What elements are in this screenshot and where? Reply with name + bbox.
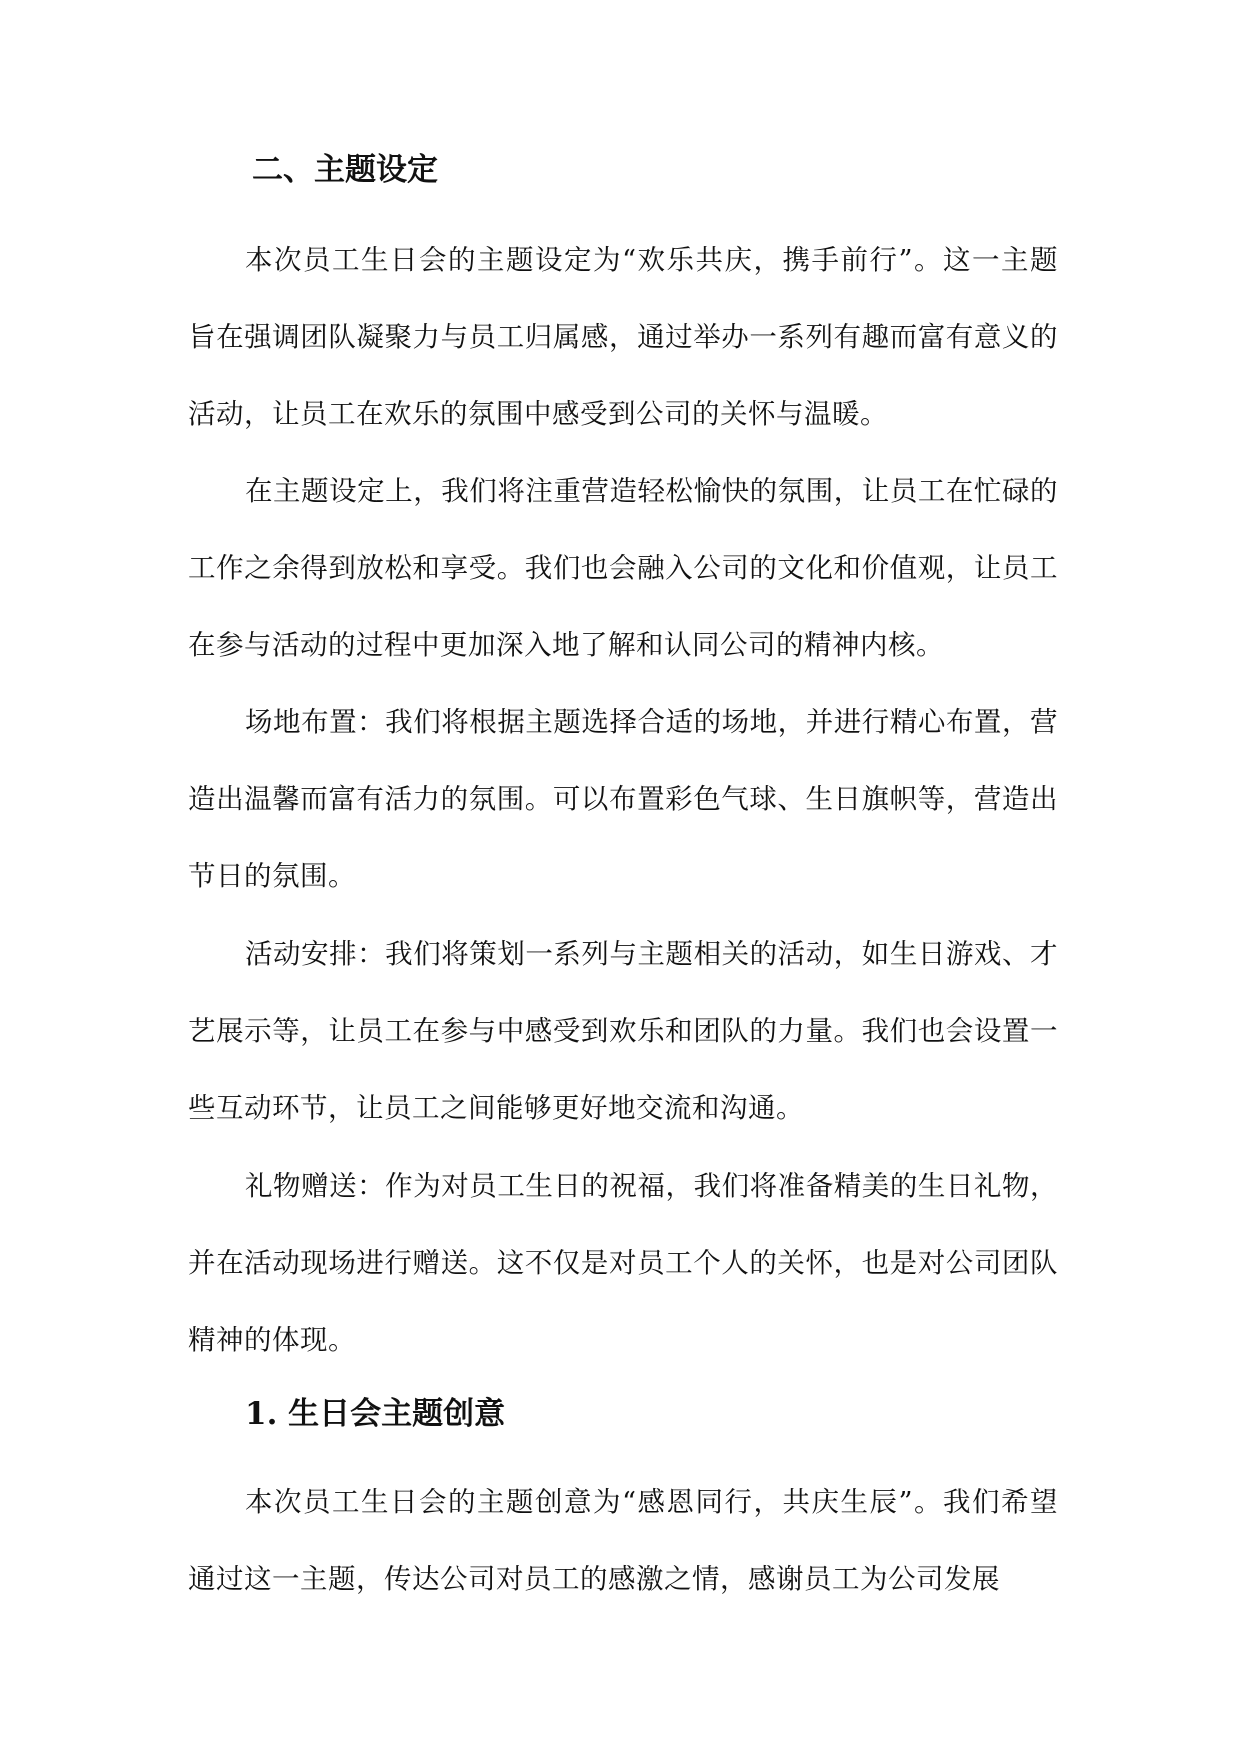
paragraph-activity-arrangement: 活动安排：我们将策划一系列与主题相关的活动，如生日游戏、才艺展示等，让员工在参与中感受到欢乐和团队的力量。我们也会设置一些互动环节，让员工之间能够更好地交流和沟通。 [188, 938, 1058, 1124]
paragraph-theme-intro: 本次员工生日会的主题设定为“欢乐共庆，携手前行”。这一主题旨在强调团队凝聚力与员工归属感，通过举办一系列有趣而富有意义的活动，让员工在欢乐的氛围中感受到公司的关怀与温暖。 [188, 244, 1058, 430]
paragraph-gift-giving: 礼物赠送：作为对员工生日的祝福，我们将准备精美的生日礼物，并在活动现场进行赠送。这不仅是对员工个人的关怀，也是对公司团队精神的体现。 [188, 1170, 1058, 1356]
section-heading: 二、主题设定 [252, 152, 438, 188]
subsection-heading: 1. 生日会主题创意 [245, 1396, 506, 1432]
paragraph-theme-creative: 本次员工生日会的主题创意为“感恩同行，共庆生辰”。我们希望通过这一主题，传达公司对员工的感激之情，感谢员工为公司发展 [188, 1486, 1058, 1595]
paragraph-atmosphere: 在主题设定上，我们将注重营造轻松愉快的氛围，让员工在忙碌的工作之余得到放松和享受。我们也会融入公司的文化和价值观，让员工在参与活动的过程中更加深入地了解和认同公司的精神内核。 [188, 475, 1058, 661]
paragraph-venue-decoration: 场地布置：我们将根据主题选择合适的场地，并进行精心布置，营造出温馨而富有活力的氛围。可以布置彩色气球、生日旗帜等，营造出节日的氛围。 [188, 706, 1058, 892]
